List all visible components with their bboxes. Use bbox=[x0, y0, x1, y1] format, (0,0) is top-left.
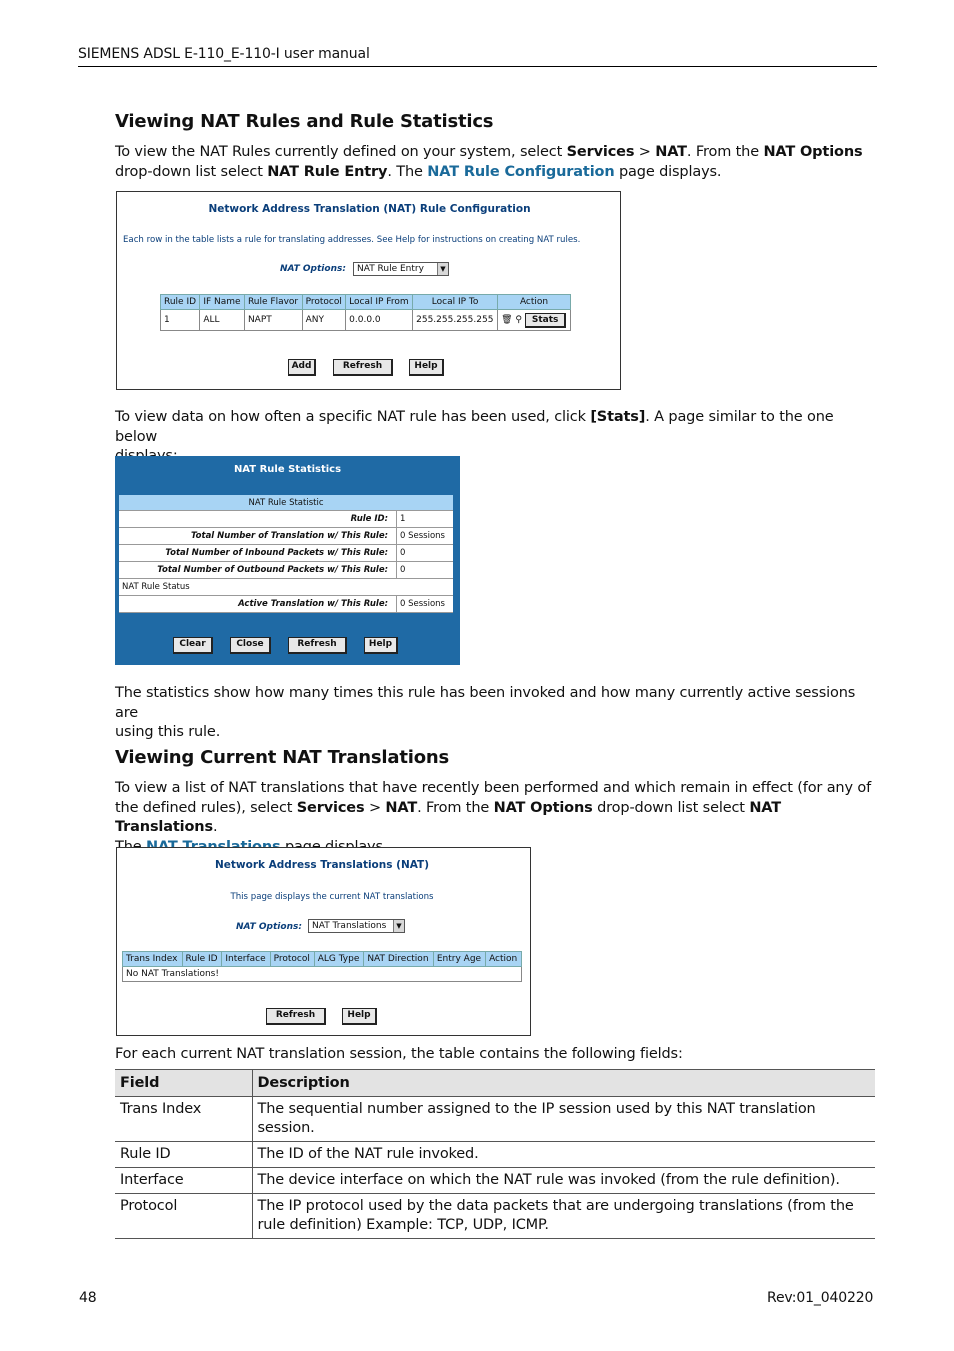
cell: ANY bbox=[302, 310, 346, 331]
clear-button[interactable]: Clear bbox=[173, 637, 213, 654]
col-rule-id: Rule ID bbox=[182, 952, 222, 967]
table-row bbox=[115, 1097, 875, 1142]
col-if-name: IF Name bbox=[200, 295, 245, 310]
text: . From the bbox=[417, 799, 494, 816]
field-name: Rule ID bbox=[115, 1142, 252, 1168]
col-entry-age: Entry Age bbox=[433, 952, 485, 967]
stats-label: Total Number of Translation w/ This Rule: bbox=[119, 528, 397, 544]
stats-row bbox=[119, 562, 453, 579]
text: To view the NAT Rules currently defined on your system, select bbox=[115, 144, 567, 160]
stats-row bbox=[119, 528, 453, 545]
col-action: Action bbox=[486, 952, 522, 967]
col-protocol: Protocol bbox=[270, 952, 314, 967]
screen-title: Network Address Translation (NAT) Rule Configuration bbox=[208, 203, 531, 215]
table-row bbox=[115, 1168, 875, 1194]
dropdown-arrow-icon: ▼ bbox=[437, 263, 448, 275]
bold-nat-translations: NAT Translations bbox=[115, 799, 781, 835]
magnifier-icon[interactable]: ⚲ bbox=[515, 314, 522, 325]
stats-row bbox=[119, 596, 453, 613]
stats-value: 0 bbox=[400, 548, 406, 558]
bold-stats: [Stats] bbox=[590, 409, 646, 425]
col-rule-id: Rule ID bbox=[161, 295, 200, 310]
stats-value: 0 bbox=[400, 565, 406, 575]
screen-title: Network Address Translations (NAT) bbox=[214, 859, 430, 871]
field-name: Trans Index bbox=[115, 1097, 252, 1142]
screen-description: This page displays the current NAT translations bbox=[230, 892, 434, 902]
link-nat-rule-configuration[interactable]: NAT Rule Configuration bbox=[427, 163, 615, 180]
text: To view data on how often a specific NAT rule has been used, click bbox=[115, 409, 591, 425]
bold-nat: NAT bbox=[655, 144, 687, 160]
nat-options-value: NAT Rule Entry bbox=[357, 264, 424, 274]
screen-description: Each row in the table lists a rule for translating addresses. See Help for instructions on creating NAT rules. bbox=[123, 235, 581, 245]
cell: ALL bbox=[200, 310, 245, 331]
refresh-button[interactable]: Refresh bbox=[333, 359, 393, 376]
paragraph-stats-explanation bbox=[115, 684, 875, 743]
stats-title: NAT Rule Statistics bbox=[233, 464, 342, 475]
stats-value: 0 Sessions bbox=[400, 531, 445, 541]
field-description: The device interface on which the NAT rule was invoked (from the rule definition). bbox=[252, 1168, 875, 1194]
dropdown-arrow-icon: ▼ bbox=[393, 920, 404, 932]
nat-rules-table bbox=[160, 294, 571, 331]
col-action: Action bbox=[498, 295, 571, 310]
bold-services: Services bbox=[296, 799, 365, 816]
field-description: The ID of the NAT rule invoked. bbox=[252, 1142, 875, 1168]
revision: Rev:01_040220 bbox=[767, 1290, 874, 1306]
text: To view a list of NAT translations that have recently been performed and which remain in effect (for any of bbox=[115, 780, 872, 796]
stats-row bbox=[119, 511, 453, 528]
col-rule-flavor: Rule Flavor bbox=[244, 295, 302, 310]
field-description: The IP protocol used by the data packets that are undergoing translations (from the rule definition) Example: TCP, UDP, ICMP. bbox=[252, 1194, 875, 1239]
section-heading-nat-translations: Viewing Current NAT Translations bbox=[115, 747, 450, 768]
text: page displays. bbox=[614, 163, 722, 180]
col-alg-type: ALG Type bbox=[314, 952, 364, 967]
cell: 255.255.255.255 bbox=[413, 310, 498, 331]
cell: 1 bbox=[161, 310, 200, 331]
page-number: 48 bbox=[79, 1290, 97, 1306]
col-description: Description bbox=[252, 1070, 875, 1097]
bold-nat-options: NAT Options bbox=[493, 799, 593, 816]
stats-value: 0 Sessions bbox=[400, 599, 445, 609]
bold-nat: NAT bbox=[385, 799, 418, 816]
screenshot-nat-rule-statistics bbox=[115, 456, 460, 665]
bold-nat-rule-entry: NAT Rule Entry bbox=[267, 163, 388, 180]
text: the defined rules), select bbox=[115, 799, 297, 816]
text: > bbox=[634, 144, 656, 160]
nat-options-select[interactable] bbox=[353, 262, 449, 276]
stats-label: Active Translation w/ This Rule: bbox=[119, 596, 397, 612]
table-row bbox=[115, 1194, 875, 1239]
stats-section-label: NAT Rule Status bbox=[122, 582, 190, 592]
help-button[interactable]: Help bbox=[342, 1008, 377, 1025]
action-cell bbox=[498, 310, 571, 331]
screenshot-nat-translations bbox=[116, 847, 531, 1036]
trash-icon[interactable]: 🗑 bbox=[501, 314, 513, 325]
field-description: The sequential number assigned to the IP session used by this NAT translation session. bbox=[252, 1097, 875, 1142]
text: > bbox=[364, 799, 386, 816]
paragraph-fields-intro: For each current NAT translation session, the table contains the following fields: bbox=[115, 1046, 683, 1062]
col-trans-index: Trans Index bbox=[123, 952, 183, 967]
header-rule bbox=[78, 66, 877, 67]
cell: 0.0.0.0 bbox=[346, 310, 413, 331]
nat-options-value: NAT Translations bbox=[312, 921, 387, 931]
manual-title: SIEMENS ADSL E-110_E-110-I user manual bbox=[78, 46, 370, 62]
bold-services: Services bbox=[566, 144, 635, 160]
cell: NAPT bbox=[244, 310, 302, 331]
table-header-row bbox=[161, 295, 571, 310]
stats-button[interactable]: Stats bbox=[525, 313, 567, 328]
bold-nat-options: NAT Options bbox=[763, 144, 863, 160]
text: using this rule. bbox=[115, 724, 221, 740]
text: . A page similar to the one below bbox=[115, 409, 834, 445]
help-button[interactable]: Help bbox=[409, 359, 444, 376]
col-protocol: Protocol bbox=[302, 295, 346, 310]
nat-options-select[interactable] bbox=[308, 919, 405, 933]
screenshot-nat-rule-configuration bbox=[116, 191, 621, 390]
stats-label: Rule ID: bbox=[119, 511, 397, 527]
text: drop-down list select bbox=[115, 163, 268, 180]
text: The statistics show how many times this rule has been invoked and how many currently active sessions are bbox=[115, 685, 856, 721]
text: drop-down list select bbox=[592, 799, 750, 816]
add-button[interactable]: Add bbox=[288, 359, 316, 376]
fields-table bbox=[115, 1069, 875, 1239]
text: . The bbox=[387, 163, 428, 180]
text: . From the bbox=[686, 144, 764, 160]
nat-options-label: NAT Options: bbox=[280, 264, 346, 274]
stats-value: 1 bbox=[400, 514, 406, 524]
col-local-ip-from: Local IP From bbox=[346, 295, 413, 310]
table-header-row bbox=[123, 952, 522, 967]
table-row bbox=[161, 310, 571, 331]
section-heading-nat-rules: Viewing NAT Rules and Rule Statistics bbox=[115, 111, 494, 132]
close-button[interactable]: Close bbox=[230, 637, 271, 654]
table-row bbox=[123, 967, 522, 982]
stats-table-title: NAT Rule Statistic bbox=[119, 495, 453, 511]
field-name: Protocol bbox=[115, 1194, 252, 1239]
col-local-ip-to: Local IP To bbox=[413, 295, 498, 310]
stats-row bbox=[119, 545, 453, 562]
table-row bbox=[115, 1142, 875, 1168]
stats-row bbox=[119, 579, 453, 596]
col-nat-direction: NAT Direction bbox=[364, 952, 434, 967]
text: . bbox=[212, 819, 218, 835]
field-name: Interface bbox=[115, 1168, 252, 1194]
help-button[interactable]: Help bbox=[364, 637, 398, 654]
nat-options-label: NAT Options: bbox=[236, 922, 302, 932]
nat-translations-table bbox=[122, 951, 522, 982]
fields-header-row bbox=[115, 1070, 875, 1097]
stats-label: Total Number of Outbound Packets w/ This Rule: bbox=[119, 562, 397, 578]
col-field: Field bbox=[115, 1070, 252, 1097]
stats-table bbox=[119, 495, 453, 613]
refresh-button[interactable]: Refresh bbox=[266, 1008, 326, 1025]
col-interface: Interface bbox=[222, 952, 270, 967]
stats-label: Total Number of Inbound Packets w/ This Rule: bbox=[119, 545, 397, 561]
refresh-button[interactable]: Refresh bbox=[288, 637, 347, 654]
paragraph-nat-rules-intro bbox=[115, 143, 875, 182]
empty-message: No NAT Translations! bbox=[123, 967, 522, 982]
paragraph-nat-translations-intro bbox=[115, 779, 875, 857]
